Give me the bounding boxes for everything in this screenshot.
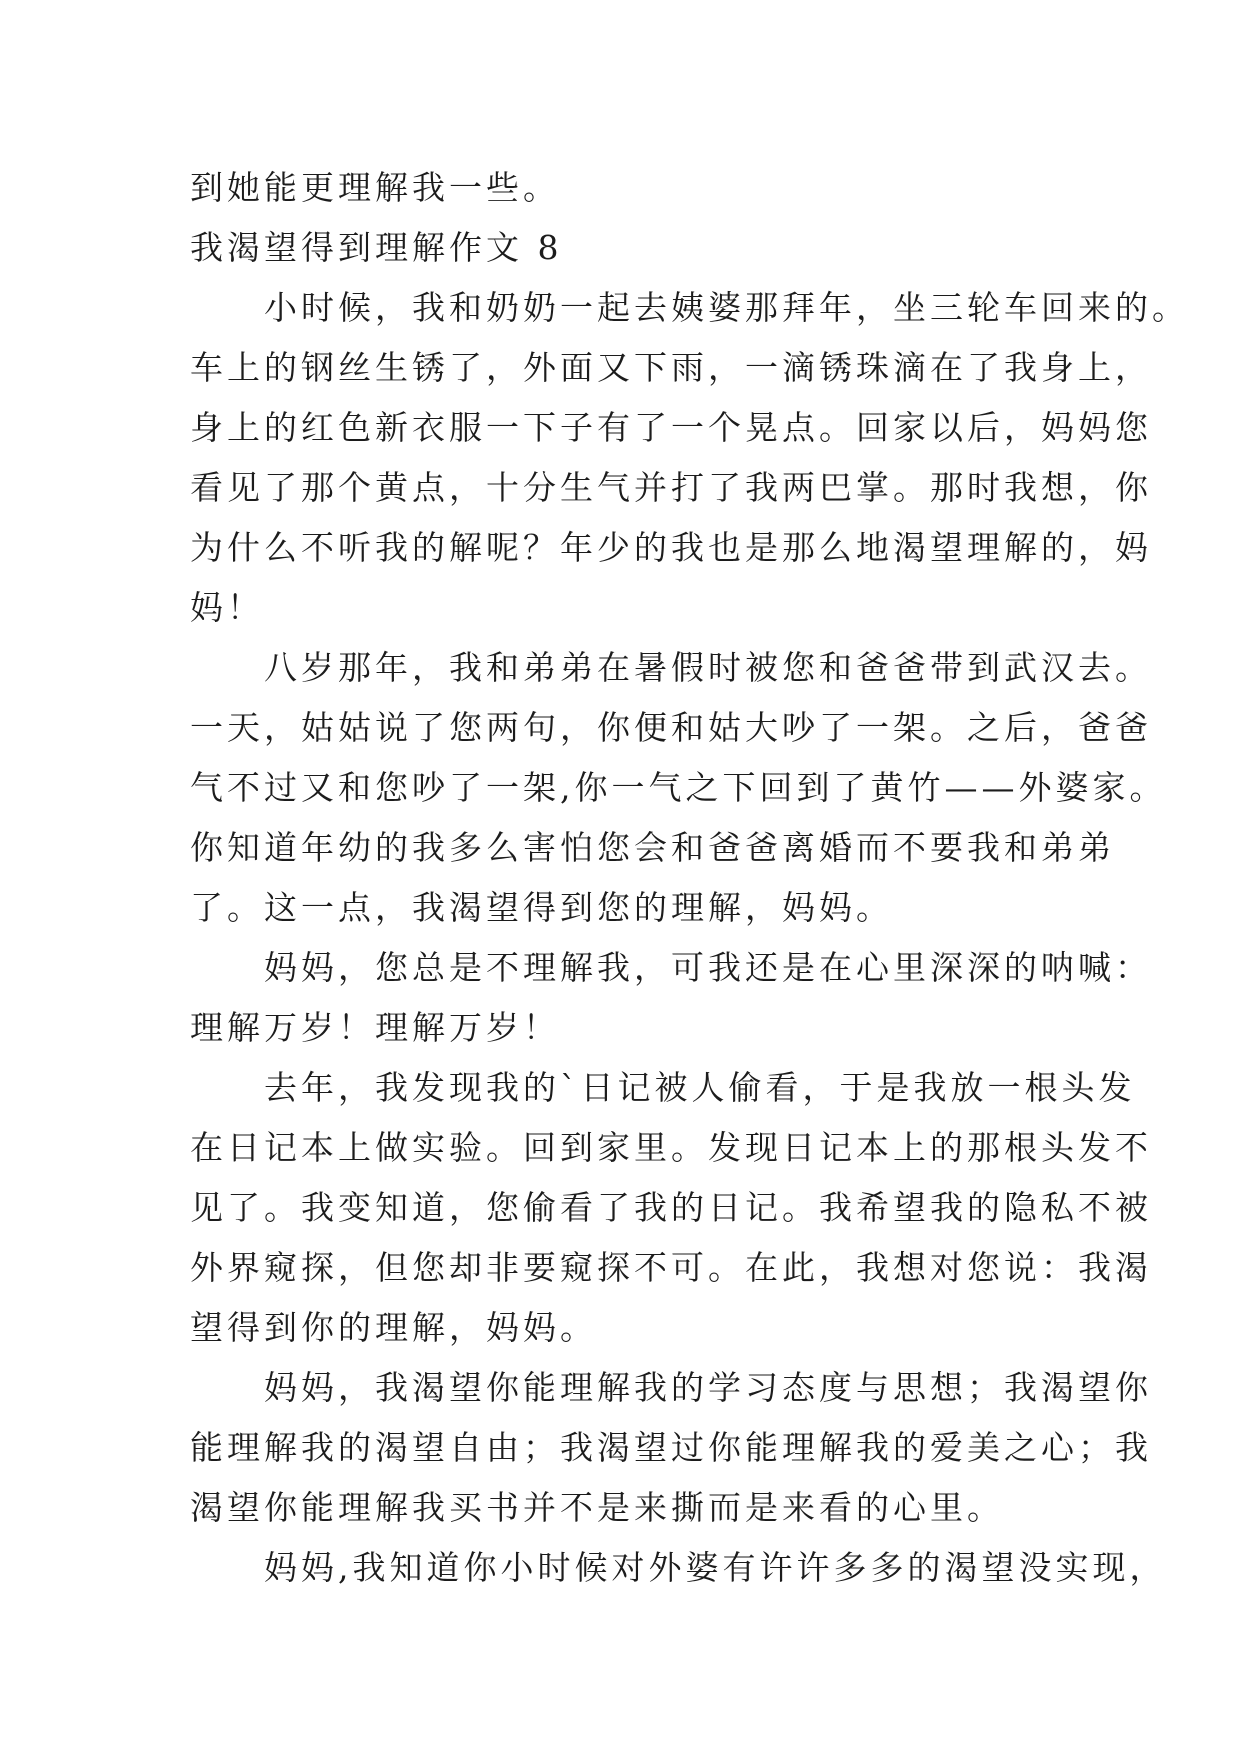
text-line: 妈！ [190,588,264,627]
text-line: 见了。我变知道，您偷看了我的日记。我希望我的隐私不被 [190,1188,1152,1227]
text-line: 渴望你能理解我买书并不是来撕而是来看的心里。 [190,1488,1004,1527]
text-line: 你知道年幼的我多么害怕您会和爸爸离婚而不要我和弟弟 [190,828,1115,867]
text-line: 八岁那年，我和弟弟在暑假时被您和爸爸带到武汉去。 [190,648,1152,687]
text-line: 妈妈，您总是不理解我，可我还是在心里深深的呐喊： [190,948,1152,987]
text-line: 理解万岁！理解万岁！ [190,1008,560,1047]
text-line: 妈妈,我知道你小时候对外婆有许许多多的渴望没实现， [190,1548,1167,1587]
text-line: 看见了那个黄点，十分生气并打了我两巴掌。那时我想，你 [190,468,1152,507]
text-line: 气不过又和您吵了一架,你一气之下回到了黄竹——外婆家。 [190,768,1167,807]
text-line: 去年，我发现我的`日记被人偷看，于是我放一根头发 [190,1068,1136,1107]
text-line: 身上的红色新衣服一下子有了一个晃点。回家以后，妈妈您 [190,408,1152,447]
text-line: 望得到你的理解，妈妈。 [190,1308,597,1347]
text-line: 外界窥探，但您却非要窥探不可。在此，我想对您说：我渴 [190,1248,1152,1287]
text-line: 到她能更理解我一些。 [190,168,560,207]
text-line: 在日记本上做实验。回到家里。发现日记本上的那根头发不 [190,1128,1152,1167]
text-line: 车上的钢丝生锈了，外面又下雨，一滴锈珠滴在了我身上， [190,348,1152,387]
essay-title: 我渴望得到理解作文 8 [190,228,563,267]
text-line: 为什么不听我的解呢？年少的我也是那么地渴望理解的，妈 [190,528,1152,567]
text-line: 一天，姑姑说了您两句，你便和姑大吵了一架。之后，爸爸 [190,708,1152,747]
text-line: 能理解我的渴望自由；我渴望过你能理解我的爱美之心；我 [190,1428,1152,1467]
essay-text [190,158,1189,1598]
text-line: 小时候，我和奶奶一起去姨婆那拜年，坐三轮车回来的。 [190,288,1189,327]
text-line: 妈妈，我渴望你能理解我的学习态度与思想；我渴望你 [190,1368,1152,1407]
text-line: 了。这一点，我渴望得到您的理解，妈妈。 [190,888,893,927]
